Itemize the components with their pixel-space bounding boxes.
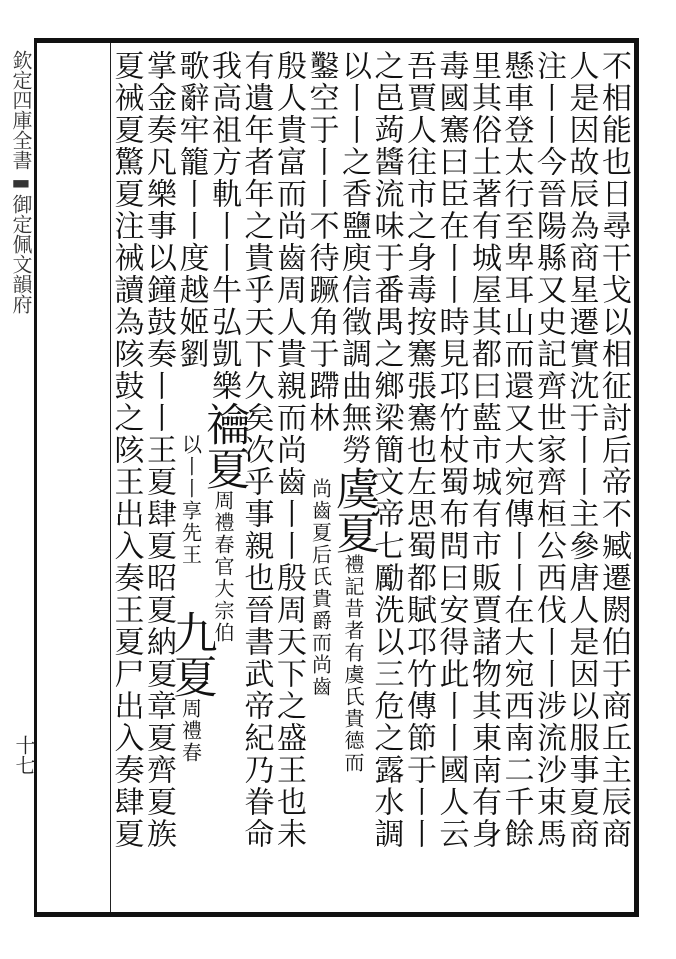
column-text: 人是因故辰為商星遷實沈于丨丨主參唐人是因以服事夏商 — [563, 50, 599, 850]
column-text: 鑿空于丨丨不待蹶角于蹛林 — [303, 50, 339, 434]
column-text: 里其俗土著有城屋其都曰藍市城有市販賈諸物其東南有身 — [466, 50, 501, 850]
column-text: 吾賈人往市之身毒按騫張騫也左思蜀都賦邛竹傳節于丨丨 — [401, 50, 436, 850]
column-text: 歌辭牢籠丨丨度越姬劉 — [173, 50, 209, 370]
text-column-2 — [563, 50, 600, 910]
column-text: 掌金奏凡樂事以鐘鼓奏丨丨王夏肆夏昭夏納夏章夏齊夏族 — [141, 50, 176, 850]
column-text: 有遺年者年之貴乎天下久矣次乎事親也晉書武帝紀乃眷命 — [238, 50, 274, 850]
column-text: 毒國騫曰臣在丨丨時見邛竹杖蜀布問曰安得此丨丨國人云 — [433, 50, 469, 850]
text-column-9 — [328, 50, 379, 910]
column-text: 殷人貴富而尚齒周人貴親而尚齒丨丨殷周天下之盛王也未 — [271, 50, 306, 850]
column-text: 以丨丨之香鹽庾信徵調曲無勞 — [336, 50, 371, 466]
text-column-15 — [141, 50, 178, 910]
text-column-13 — [198, 50, 249, 910]
fish-tail-mark-icon: ▬ — [9, 170, 33, 194]
text-column-14 — [165, 50, 217, 910]
column-text: 周禮春官大宗伯 — [211, 490, 235, 644]
entry-heading: 虞夏 — [328, 466, 379, 554]
column-text: 不相能也日尋干戈以相征討后帝不臧遷閼伯于商丘主辰商 — [596, 50, 631, 850]
spine-top-text: 欽定四庫全書 — [9, 50, 33, 170]
column-text: 我高祖方軌丨丨牛弘凱樂 — [206, 50, 241, 402]
column-text: 注丨丨今晉陽縣又史記齊世家齊桓公西伐丨丨涉流沙束馬 — [531, 50, 566, 850]
column-text: 禮記昔者有虞氏貴德而 — [341, 554, 365, 774]
frame-border-right — [634, 38, 639, 917]
text-column-7 — [401, 50, 438, 910]
column-text: 之邑蒟醬流味于番禺之鄉梁簡文帝七勵洗以三危之露水調 — [368, 50, 404, 850]
spine-book-title: 御定佩文韻府 — [9, 194, 33, 314]
frame-border-top — [34, 38, 639, 43]
entry-heading: 禴夏 — [198, 402, 249, 490]
column-text: 以丨丨享先王 — [178, 434, 203, 610]
column-text: 夏祴夏驚夏注祴讀為陔鼓之陔王出入奏王夏尸出入奏肆夏 — [108, 50, 144, 850]
entry-heading: 九夏 — [165, 610, 217, 698]
column-text: 懸車登太行至卑耳山而還又大宛傳丨丨在大宛西南二千餘 — [498, 50, 534, 850]
column-text: 周禮春 — [178, 698, 203, 764]
column-text — [174, 370, 209, 434]
page-number: 十七 — [12, 735, 36, 775]
text-column-1 — [596, 50, 633, 910]
column-text: 尚齒夏后氏貴爵而尚齒 — [308, 434, 333, 698]
text-column-5 — [466, 50, 503, 910]
frame-border-bottom — [34, 912, 639, 917]
text-column-4 — [498, 50, 535, 910]
text-column-10 — [303, 50, 340, 910]
text-column-16 — [108, 50, 145, 910]
text-column-11 — [271, 50, 308, 910]
spine-margin — [2, 50, 36, 910]
text-column-3 — [531, 50, 568, 910]
text-column-6 — [433, 50, 470, 910]
